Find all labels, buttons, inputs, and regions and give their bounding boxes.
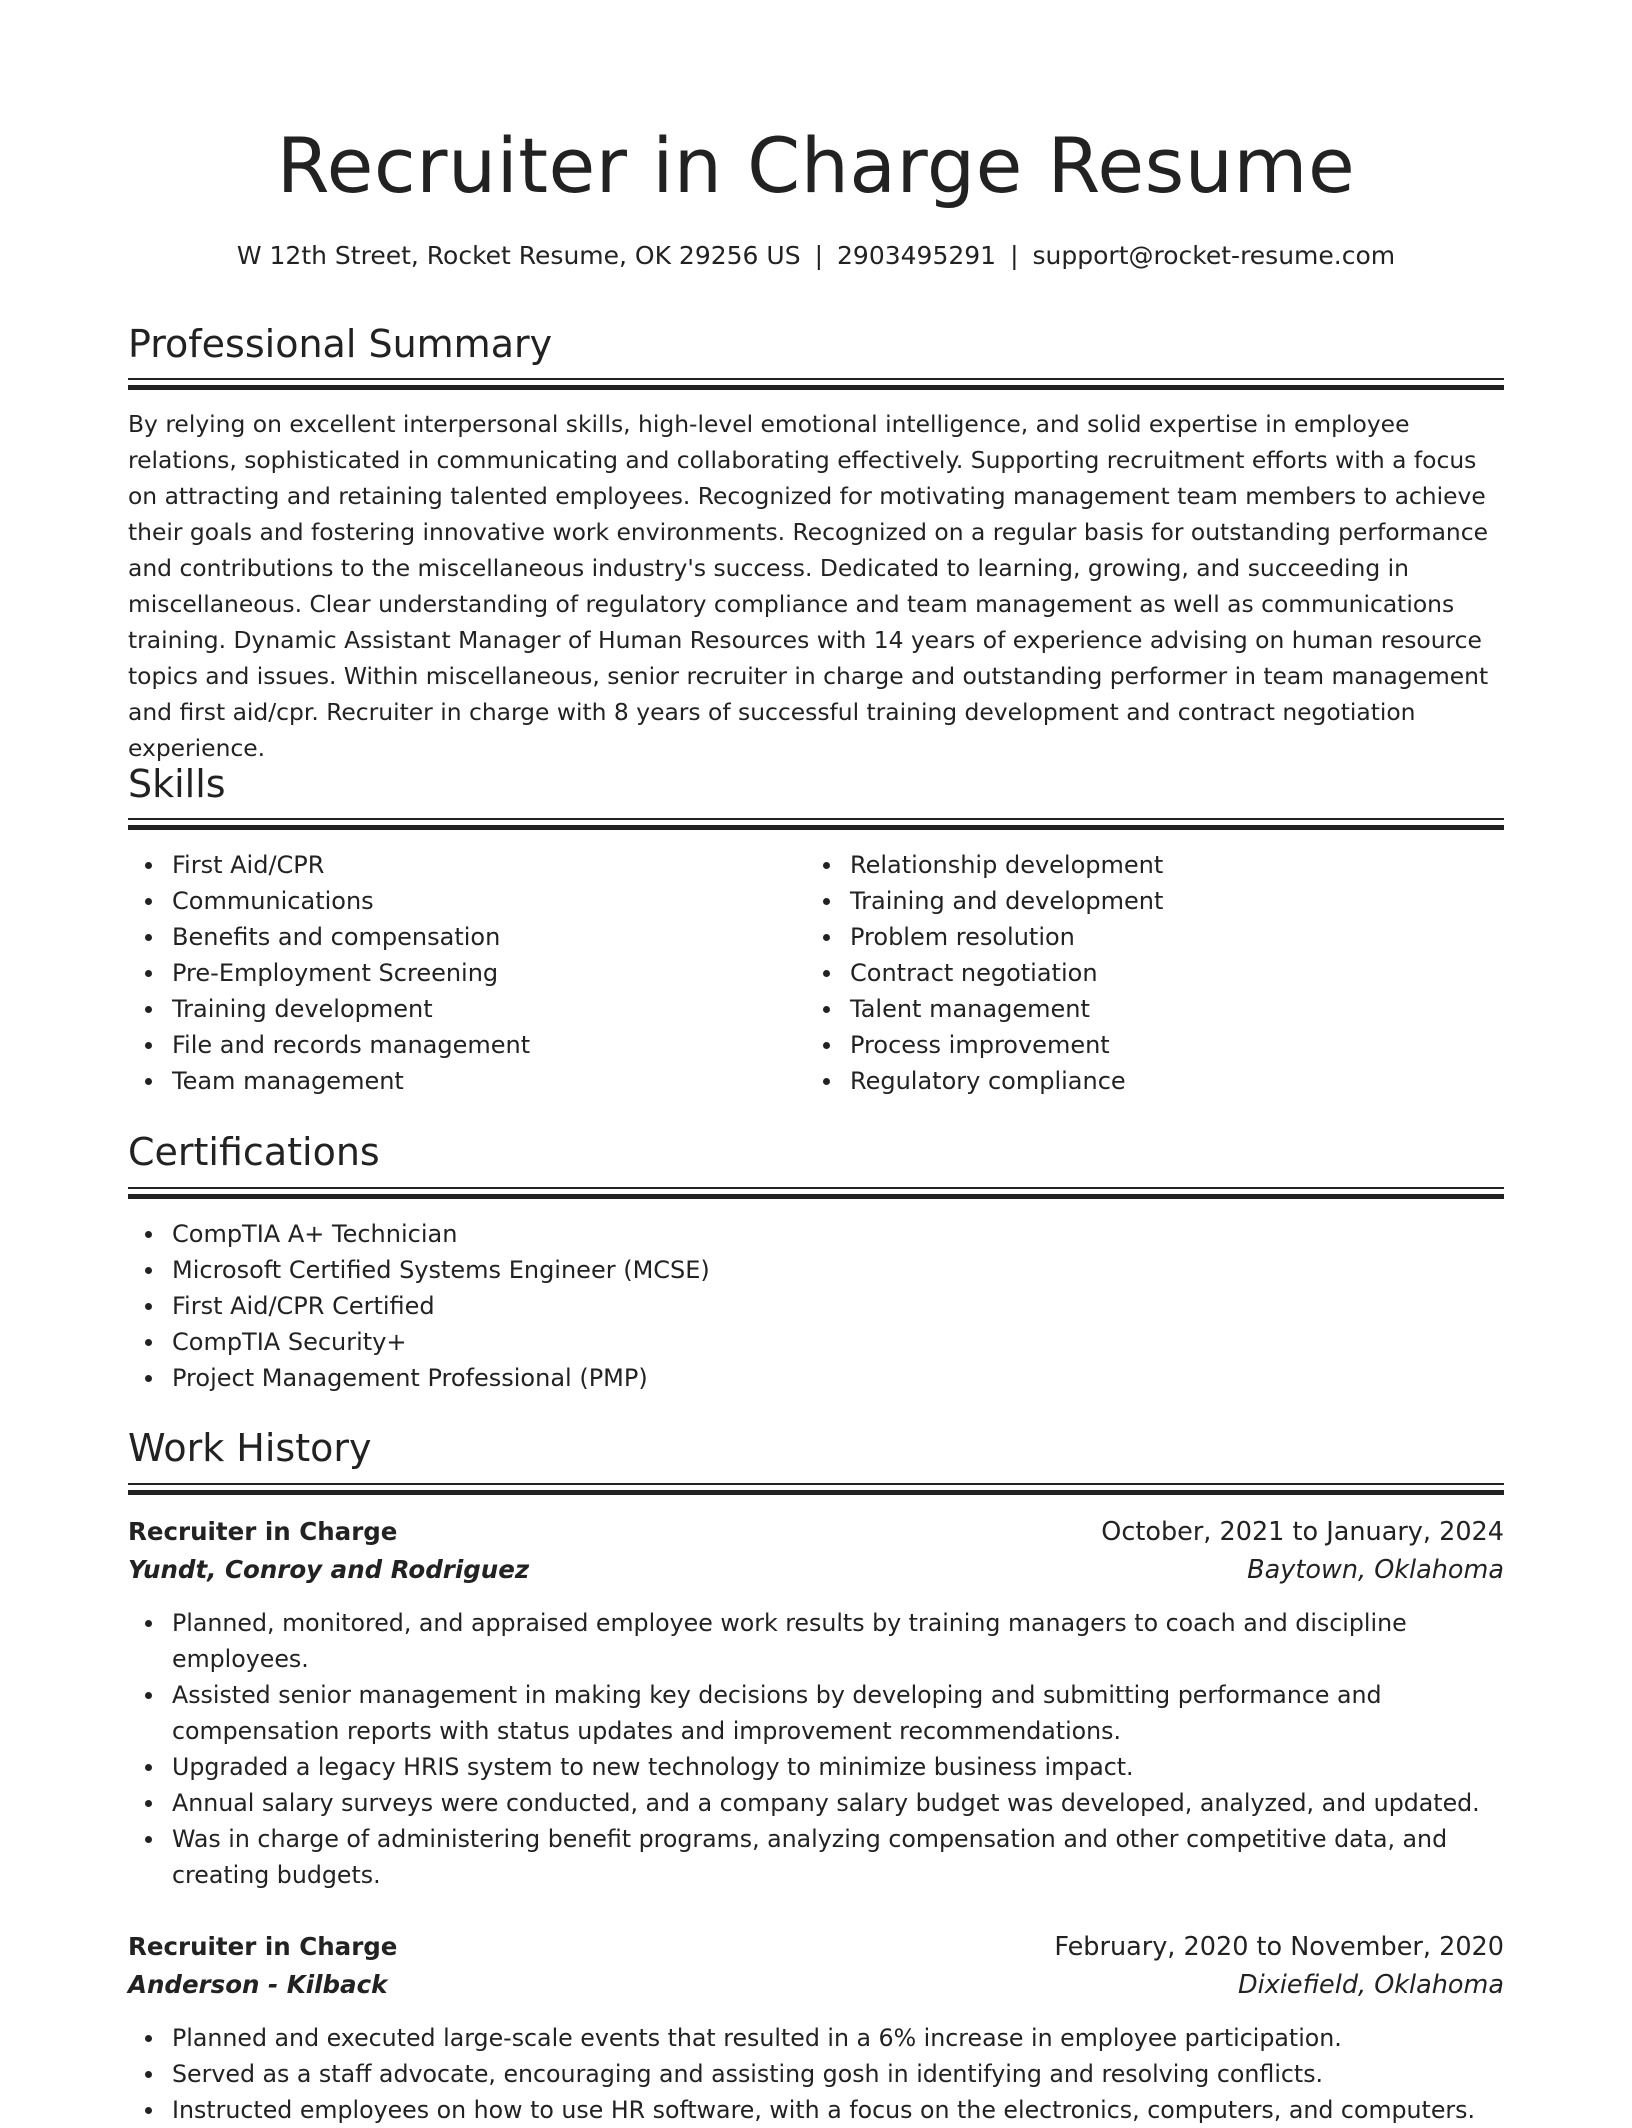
job-bullet: Planned, monitored, and appraised employee work results by training managers to coach and discipline employees. <box>172 1605 1504 1677</box>
resume-title: Recruiter in Charge Resume <box>276 121 1356 210</box>
certifications-list <box>128 1216 1504 1396</box>
job-location: Baytown, Oklahoma <box>1247 1555 1504 1585</box>
job-bullet: Upgraded a legacy HRIS system to new technology to minimize business impact. <box>172 1749 1504 1785</box>
skill-item: Benefits and compensation <box>172 919 802 955</box>
section-heading-work-history: Work History <box>128 1426 372 1470</box>
job-bullet: Served as a staff advocate, encouraging and assisting gosh in identifying and resolving conflicts. <box>172 2056 1504 2092</box>
skill-item: First Aid/CPR <box>172 847 802 883</box>
contact-separator: | <box>1010 241 1019 270</box>
job-dates: February, 2020 to November, 2020 <box>1054 1932 1504 1962</box>
certification-item: First Aid/CPR Certified <box>172 1288 1504 1324</box>
skill-item: Problem resolution <box>850 919 1504 955</box>
job-title: Recruiter in Charge <box>128 1517 398 1546</box>
job-bullet: Planned and executed large-scale events that resulted in a 6% increase in employee participation. <box>172 2020 1504 2056</box>
certification-item: CompTIA A+ Technician <box>172 1216 1504 1252</box>
certification-item: Project Management Professional (PMP) <box>172 1360 1504 1396</box>
job-entry <box>128 1928 1504 2128</box>
job-bullet: Annual salary surveys were conducted, and a company salary budget was developed, analyzed, and updated. <box>172 1785 1504 1821</box>
skill-item: Process improvement <box>850 1027 1504 1063</box>
job-bullet: Assisted senior management in making key decisions by developing and submitting performance and compensation reports with status updates and improvement recommendations. <box>172 1677 1504 1749</box>
section-heading-summary: Professional Summary <box>128 322 553 366</box>
section-heading-certifications: Certifications <box>128 1130 380 1174</box>
skill-item: Talent management <box>850 991 1504 1027</box>
summary-text: By relying on excellent interpersonal skills, high-level emotional intelligence, and solid expertise in employee relations, sophisticated in communicating and collaborating effectively. Supporting recruitment efforts with a focus on attracting and retaining talented employees. Recognized for motivating management team members to achieve their goals and fostering innovative work environments. Recognized on a regular basis for outstanding performance and contributions to the miscellaneous industry's success. Dedicated to learning, growing, and succeeding in miscellaneous. Clear understanding of regulatory compliance and team management as well as communications training. Dynamic Assistant Manager of Human Resources with 14 years of experience advising on human resource topics and issues. Within miscellaneous, senior recruiter in charge and outstanding performer in team management and first aid/cpr. Recruiter in charge with 8 years of successful training development and contract negotiation experience. <box>128 410 1489 762</box>
job-dates: October, 2021 to January, 2024 <box>1101 1517 1504 1547</box>
skills-list-left <box>128 847 802 1099</box>
contact-address: W 12th Street, Rocket Resume, OK 29256 US <box>236 241 801 270</box>
section-divider <box>128 1483 1504 1495</box>
contact-separator: | <box>814 241 824 270</box>
skill-item: Training development <box>172 991 802 1027</box>
skill-item: Team management <box>172 1063 802 1099</box>
job-title: Recruiter in Charge <box>128 1932 398 1961</box>
skill-item: Regulatory compliance <box>850 1063 1504 1099</box>
job-entry <box>128 1513 1504 1893</box>
skill-item: Communications <box>172 883 802 919</box>
skills-list-right <box>806 847 1504 1099</box>
skill-item: Contract negotiation <box>850 955 1504 991</box>
certification-item: CompTIA Security+ <box>172 1324 1504 1360</box>
job-bullet: Instructed employees on how to use HR software, with a focus on the electronics, computers, and computers. <box>172 2092 1504 2128</box>
skill-item: Relationship development <box>850 847 1504 883</box>
contact-line <box>128 238 1504 274</box>
job-location: Dixiefield, Oklahoma <box>1237 1970 1504 2000</box>
contact-phone: 2903495291 <box>837 241 997 270</box>
section-heading-skills: Skills <box>128 762 226 806</box>
certification-item: Microsoft Certified Systems Engineer (MCSE) <box>172 1252 1504 1288</box>
job-company: Anderson - Kilback <box>128 1970 388 1999</box>
skill-item: Training and development <box>850 883 1504 919</box>
skill-item: File and records management <box>172 1027 802 1063</box>
job-company: Yundt, Conroy and Rodriguez <box>128 1555 530 1584</box>
skill-item: Pre-Employment Screening <box>172 955 802 991</box>
contact-email: support@rocket-resume.com <box>1032 241 1396 270</box>
section-divider <box>128 1187 1504 1199</box>
job-bullet: Was in charge of administering benefit programs, analyzing compensation and other competitive data, and creating budgets. <box>172 1821 1504 1893</box>
job-bullets <box>128 1605 1504 1893</box>
section-divider <box>128 378 1504 390</box>
section-divider <box>128 818 1504 830</box>
